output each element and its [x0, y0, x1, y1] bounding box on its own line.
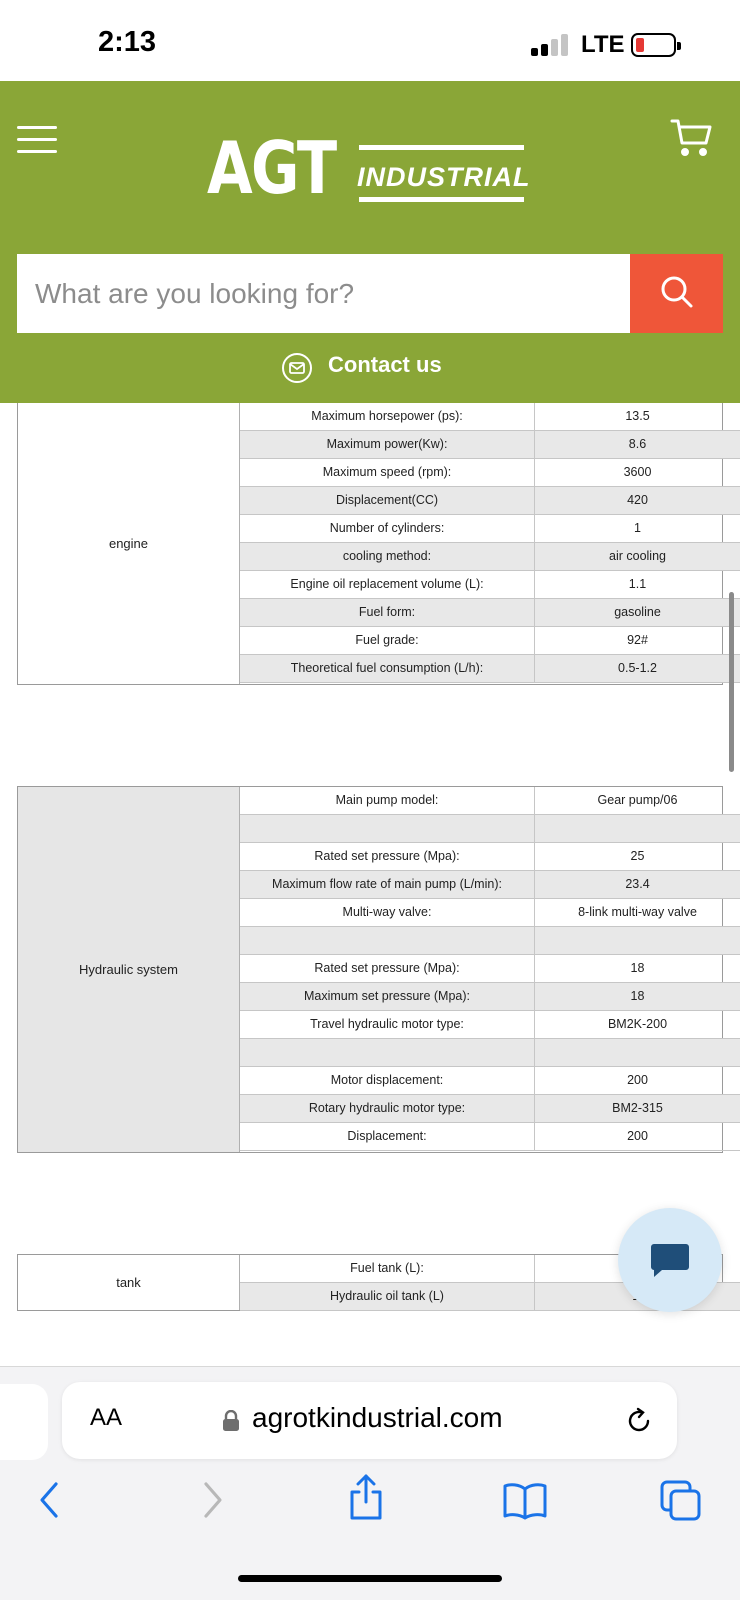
url-text: agrotkindustrial.com: [252, 1402, 503, 1433]
logo-line: [359, 197, 524, 202]
spec-value: 13.5: [625, 409, 650, 423]
table-row: [240, 487, 740, 515]
bookmarks-icon[interactable]: [502, 1482, 548, 1520]
spec-value: Gear pump/06: [597, 793, 678, 807]
page-scrollbar[interactable]: [729, 592, 734, 772]
spec-label: Displacement(CC): [240, 487, 535, 514]
spec-label: Displacement:: [240, 1123, 535, 1150]
lock-icon: [222, 1410, 240, 1432]
spec-value: 1.1: [628, 577, 647, 591]
table-row: [240, 431, 740, 459]
spec-label: Travel hydraulic motor type:: [240, 1011, 535, 1038]
spec-value: 8.6: [628, 437, 647, 451]
spec-label: Maximum horsepower (ps):: [240, 403, 535, 430]
spec-value: 8-link multi-way valve: [578, 905, 697, 919]
home-indicator: [238, 1575, 502, 1582]
status-bar: [0, 0, 740, 81]
signal-icon: [531, 34, 571, 56]
search-box: [17, 254, 630, 333]
tabs-icon[interactable]: [660, 1480, 702, 1522]
spec-label: Main pump model:: [240, 787, 535, 814]
table-row: [240, 899, 740, 927]
spec-label: Maximum power(Kw):: [240, 431, 535, 458]
spec-value: [535, 1039, 740, 1066]
spec-value: 25: [630, 849, 645, 863]
spec-label: cooling method:: [240, 543, 535, 570]
table-row: [240, 459, 740, 487]
spec-label: Fuel grade:: [240, 627, 535, 654]
hamburger-menu-icon[interactable]: [17, 126, 57, 154]
logo-agt-text: AGT: [207, 126, 336, 210]
table-row: [240, 983, 740, 1011]
chat-icon: [650, 1242, 690, 1280]
spec-value: air cooling: [609, 549, 666, 563]
spec-label: Multi-way valve:: [240, 899, 535, 926]
spec-value: [535, 815, 740, 842]
table-row: [240, 787, 740, 815]
contact-us-label: Contact us: [328, 352, 442, 377]
table-row: [240, 627, 740, 655]
spec-value: BM2K-200: [607, 1017, 668, 1031]
mail-icon: [282, 353, 312, 383]
table-row: [240, 871, 740, 899]
table-category: engine: [18, 403, 240, 684]
engine-spec-table: [17, 403, 723, 685]
spec-label: Hydraulic oil tank (L): [240, 1283, 535, 1310]
logo-line: [359, 145, 524, 150]
text-size-button[interactable]: AA: [90, 1404, 123, 1431]
table-row: [240, 1039, 740, 1067]
spec-label: Maximum speed (rpm):: [240, 459, 535, 486]
cart-icon[interactable]: [670, 117, 714, 161]
table-row: [240, 955, 740, 983]
search-input[interactable]: [17, 254, 630, 333]
spec-value: 23.4: [625, 877, 650, 891]
battery-icon: [631, 33, 676, 57]
spec-label: Motor displacement:: [240, 1067, 535, 1094]
table-row: [240, 543, 740, 571]
logo-industrial-text: INDUSTRIAL: [357, 162, 531, 192]
network-label: LTE: [581, 31, 625, 58]
spec-value: 420: [627, 493, 648, 507]
table-row: [240, 571, 740, 599]
spec-label: Fuel form:: [240, 599, 535, 626]
spec-label: Rated set pressure (Mpa):: [240, 955, 535, 982]
forward-icon[interactable]: [198, 1480, 226, 1520]
spec-label: Theoretical fuel consumption (L/h):: [240, 655, 535, 682]
spec-label: Maximum set pressure (Mpa):: [240, 983, 535, 1010]
spec-label: Number of cylinders:: [240, 515, 535, 542]
spec-value: 18: [630, 989, 645, 1003]
reload-icon[interactable]: [624, 1406, 654, 1436]
chat-button[interactable]: [618, 1208, 722, 1312]
spec-value: gasoline: [614, 605, 661, 619]
search-icon: [657, 272, 697, 312]
hydraulic-spec-table: [17, 786, 723, 1153]
spec-value: 0.5-1.2: [618, 661, 657, 675]
spec-label: Rated set pressure (Mpa):: [240, 843, 535, 870]
spec-value: 3600: [623, 465, 652, 479]
table-row: [240, 927, 740, 955]
spec-value: 200: [627, 1073, 648, 1087]
status-time: 2:13: [98, 26, 157, 58]
table-row: [240, 403, 740, 431]
spec-label: [240, 1039, 535, 1066]
spec-label: Rotary hydraulic motor type:: [240, 1095, 535, 1122]
spec-value: 200: [627, 1129, 648, 1143]
site-logo[interactable]: [207, 128, 537, 220]
table-row: [240, 515, 740, 543]
spec-value: 92#: [627, 633, 648, 647]
back-icon[interactable]: [36, 1480, 64, 1520]
spec-label: [240, 815, 535, 842]
table-row: [240, 655, 740, 683]
address-bar[interactable]: [62, 1382, 677, 1459]
table-row: [240, 1095, 740, 1123]
table-row: [240, 815, 740, 843]
spec-label: Maximum flow rate of main pump (L/min):: [240, 871, 535, 898]
table-row: [240, 843, 740, 871]
spec-label: Fuel tank (L):: [240, 1255, 535, 1282]
spec-label: [240, 927, 535, 954]
table-category: Hydraulic system: [18, 787, 240, 1152]
table-row: [240, 1011, 740, 1039]
search-button[interactable]: [630, 254, 723, 333]
table-row: [240, 599, 740, 627]
table-row: [240, 1123, 740, 1151]
table-row: [240, 1067, 740, 1095]
previous-tab-preview[interactable]: [0, 1384, 48, 1460]
spec-label: Engine oil replacement volume (L):: [240, 571, 535, 598]
spec-value: 1: [634, 521, 641, 535]
spec-value: BM2-315: [612, 1101, 663, 1115]
spec-value: 18: [630, 961, 645, 975]
table-category: tank: [18, 1255, 240, 1310]
spec-value: [535, 927, 740, 954]
share-icon[interactable]: [346, 1474, 386, 1520]
